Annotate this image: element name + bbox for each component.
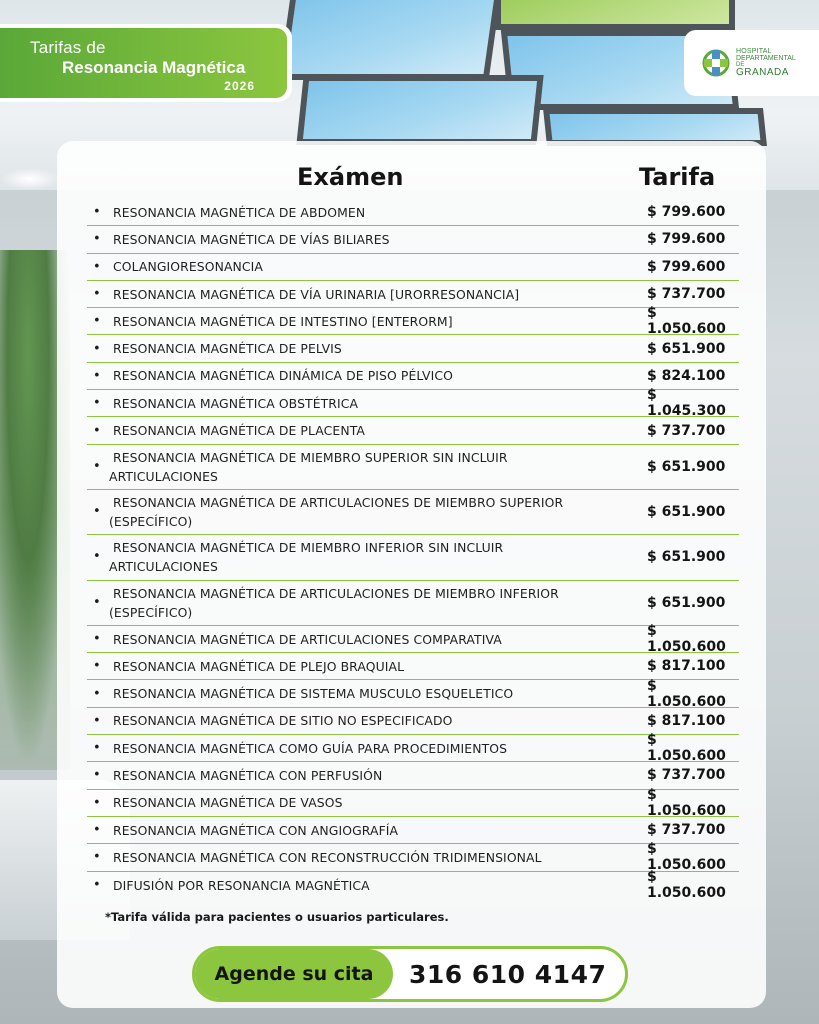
title-badge-inner bbox=[0, 28, 287, 98]
booking-label[interactable]: Agende su cita bbox=[195, 949, 393, 999]
ceiling-light bbox=[0, 168, 60, 190]
exam-name: RESONANCIA MAGNÉTICA DE VASOS bbox=[113, 795, 343, 811]
exam-name: RESONANCIA MAGNÉTICA DE ARTICULACIONES DE MIEMBRO SUPERIOR (ESPECÍFICO) bbox=[109, 494, 564, 529]
logo-line-1: HOSPITAL bbox=[736, 48, 772, 55]
exam-name: RESONANCIA MAGNÉTICA DINÁMICA DE PISO PÉLVICO bbox=[113, 368, 453, 384]
exam-price: $ 737.700 bbox=[647, 422, 726, 439]
exam-name: RESONANCIA MAGNÉTICA DE VÍAS BILIARES bbox=[113, 231, 390, 247]
price-row bbox=[87, 445, 739, 490]
footnote: *Tarifa válida para pacientes o usuarios particulares. bbox=[105, 910, 449, 924]
bullet-icon: • bbox=[93, 286, 101, 302]
exam-name: RESONANCIA MAGNÉTICA DE INTESTINO [ENTERORM] bbox=[113, 313, 453, 329]
price-row bbox=[87, 254, 739, 281]
price-row bbox=[87, 199, 739, 226]
exam-price: $ 651.900 bbox=[647, 594, 726, 611]
exam-price: $ 737.700 bbox=[647, 767, 726, 784]
title-line-1: Tarifas de bbox=[30, 38, 106, 57]
bullet-icon: • bbox=[93, 658, 101, 674]
exam-price: $ 1.050.600 bbox=[647, 623, 726, 655]
price-row bbox=[87, 841, 739, 874]
exam-name: RESONANCIA MAGNÉTICA CON ANGIOGRAFÍA bbox=[113, 822, 399, 838]
exam-price: $ 737.700 bbox=[647, 286, 726, 303]
exam-name: RESONANCIA MAGNÉTICA DE ABDOMEN bbox=[113, 204, 366, 220]
price-row bbox=[87, 490, 739, 535]
price-row bbox=[87, 786, 739, 819]
exam-price: $ 817.100 bbox=[647, 712, 726, 729]
price-row bbox=[87, 817, 739, 844]
exam-name: RESONANCIA MAGNÉTICA DE VÍA URINARIA [URORRESONANCIA] bbox=[113, 286, 520, 302]
price-row bbox=[87, 363, 739, 390]
exam-price: $ 799.600 bbox=[647, 231, 726, 248]
exam-price: $ 651.900 bbox=[647, 340, 726, 357]
price-row bbox=[87, 581, 739, 626]
booking-phone[interactable]: 316 610 4147 bbox=[409, 959, 607, 989]
bullet-icon: • bbox=[93, 313, 101, 329]
bullet-icon: • bbox=[93, 259, 101, 275]
bullet-icon: • bbox=[93, 713, 101, 729]
title-line-2: Resonancia Magnética bbox=[62, 58, 246, 77]
booking-cta[interactable] bbox=[192, 946, 628, 1002]
exam-name: COLANGIORESONANCIA bbox=[113, 259, 263, 275]
ceiling-sky-panel bbox=[296, 75, 543, 145]
exam-name: DIFUSIÓN POR RESONANCIA MAGNÉTICA bbox=[113, 877, 370, 893]
column-header-tarifa: Tarifa bbox=[639, 163, 716, 191]
price-row bbox=[87, 653, 739, 680]
hospital-cross-logo-icon bbox=[702, 46, 732, 80]
exam-name: RESONANCIA MAGNÉTICA DE PLEJO BRAQUIAL bbox=[113, 658, 405, 674]
exam-price: $ 824.100 bbox=[647, 367, 726, 384]
exam-price: $ 1.050.600 bbox=[647, 732, 726, 765]
exam-price: $ 1.045.300 bbox=[647, 387, 726, 420]
exam-name: RESONANCIA MAGNÉTICA DE MIEMBRO SUPERIOR SIN INCLUIR ARTICULACIONES bbox=[109, 449, 508, 484]
exam-name: RESONANCIA MAGNÉTICA CON PERFUSIÓN bbox=[113, 767, 383, 783]
price-row bbox=[87, 869, 739, 902]
title-badge bbox=[0, 24, 292, 102]
exam-name: RESONANCIA MAGNÉTICA DE PLACENTA bbox=[113, 423, 365, 439]
exam-price: $ 1.050.600 bbox=[647, 869, 726, 902]
price-row bbox=[87, 281, 739, 308]
bullet-icon: • bbox=[93, 822, 101, 838]
bullet-icon: • bbox=[93, 795, 101, 811]
price-row bbox=[87, 226, 739, 253]
price-row bbox=[87, 623, 739, 655]
exam-name: RESONANCIA MAGNÉTICA DE SITIO NO ESPECIFICADO bbox=[113, 713, 453, 729]
exam-price: $ 799.600 bbox=[647, 204, 726, 221]
bullet-icon: • bbox=[93, 423, 101, 439]
bullet-icon: • bbox=[93, 631, 101, 647]
price-row bbox=[87, 535, 739, 580]
price-row bbox=[87, 732, 739, 765]
exam-name: RESONANCIA MAGNÉTICA DE PELVIS bbox=[113, 341, 342, 357]
price-row bbox=[87, 335, 739, 362]
exam-price: $ 1.050.600 bbox=[647, 786, 726, 819]
logo-text bbox=[736, 48, 796, 78]
price-card bbox=[57, 141, 766, 1008]
exam-price: $ 1.050.600 bbox=[647, 677, 726, 710]
hospital-logo bbox=[684, 30, 819, 96]
price-row bbox=[87, 677, 739, 710]
price-row bbox=[87, 708, 739, 735]
title-year: 2026 bbox=[224, 79, 255, 93]
price-row bbox=[87, 762, 739, 789]
exam-price: $ 817.100 bbox=[647, 658, 726, 675]
exam-name: RESONANCIA MAGNÉTICA DE SISTEMA MUSCULO ESQUELETICO bbox=[113, 686, 514, 702]
bullet-icon: • bbox=[93, 341, 101, 357]
bullet-icon: • bbox=[93, 395, 101, 411]
exam-price: $ 1.050.600 bbox=[647, 305, 726, 338]
bullet-icon: • bbox=[93, 877, 101, 893]
exam-name: RESONANCIA MAGNÉTICA DE ARTICULACIONES COMPARATIVA bbox=[113, 631, 502, 647]
exam-price: $ 737.700 bbox=[647, 822, 726, 839]
logo-line-2: DEPARTAMENTAL bbox=[736, 55, 796, 62]
bullet-icon: • bbox=[93, 740, 101, 756]
exam-price: $ 799.600 bbox=[647, 258, 726, 275]
bullet-icon: • bbox=[93, 368, 101, 384]
ceiling-sky-panel bbox=[279, 0, 502, 80]
bullet-icon: • bbox=[93, 767, 101, 783]
bullet-icon: • bbox=[93, 594, 101, 610]
bullet-icon: • bbox=[93, 458, 101, 474]
exam-price: $ 651.900 bbox=[647, 504, 726, 521]
logo-line-3: DE bbox=[736, 62, 745, 68]
bullet-icon: • bbox=[93, 503, 101, 519]
price-row bbox=[87, 417, 739, 444]
exam-name: RESONANCIA MAGNÉTICA COMO GUÍA PARA PROCEDIMIENTOS bbox=[113, 740, 508, 756]
bullet-icon: • bbox=[93, 686, 101, 702]
exam-price: $ 1.050.600 bbox=[647, 841, 726, 874]
exam-price: $ 651.900 bbox=[647, 549, 726, 566]
exam-name: RESONANCIA MAGNÉTICA CON RECONSTRUCCIÓN TRIDIMENSIONAL bbox=[113, 849, 542, 865]
price-row bbox=[87, 305, 739, 338]
ceiling-sky-panel bbox=[495, 0, 735, 30]
price-row bbox=[87, 387, 739, 420]
price-list bbox=[87, 199, 739, 902]
exam-name: RESONANCIA MAGNÉTICA DE ARTICULACIONES DE MIEMBRO INFERIOR (ESPECÍFICO) bbox=[109, 585, 559, 620]
logo-line-4: GRANADA bbox=[736, 67, 789, 78]
column-header-exam: Exámen bbox=[297, 163, 404, 191]
bullet-icon: • bbox=[93, 204, 101, 220]
exam-name: RESONANCIA MAGNÉTICA DE MIEMBRO INFERIOR SIN INCLUIR ARTICULACIONES bbox=[109, 540, 504, 575]
bullet-icon: • bbox=[93, 549, 101, 565]
bullet-icon: • bbox=[93, 849, 101, 865]
bullet-icon: • bbox=[93, 231, 101, 247]
exam-name: RESONANCIA MAGNÉTICA OBSTÉTRICA bbox=[113, 395, 359, 411]
exam-price: $ 651.900 bbox=[647, 458, 726, 475]
